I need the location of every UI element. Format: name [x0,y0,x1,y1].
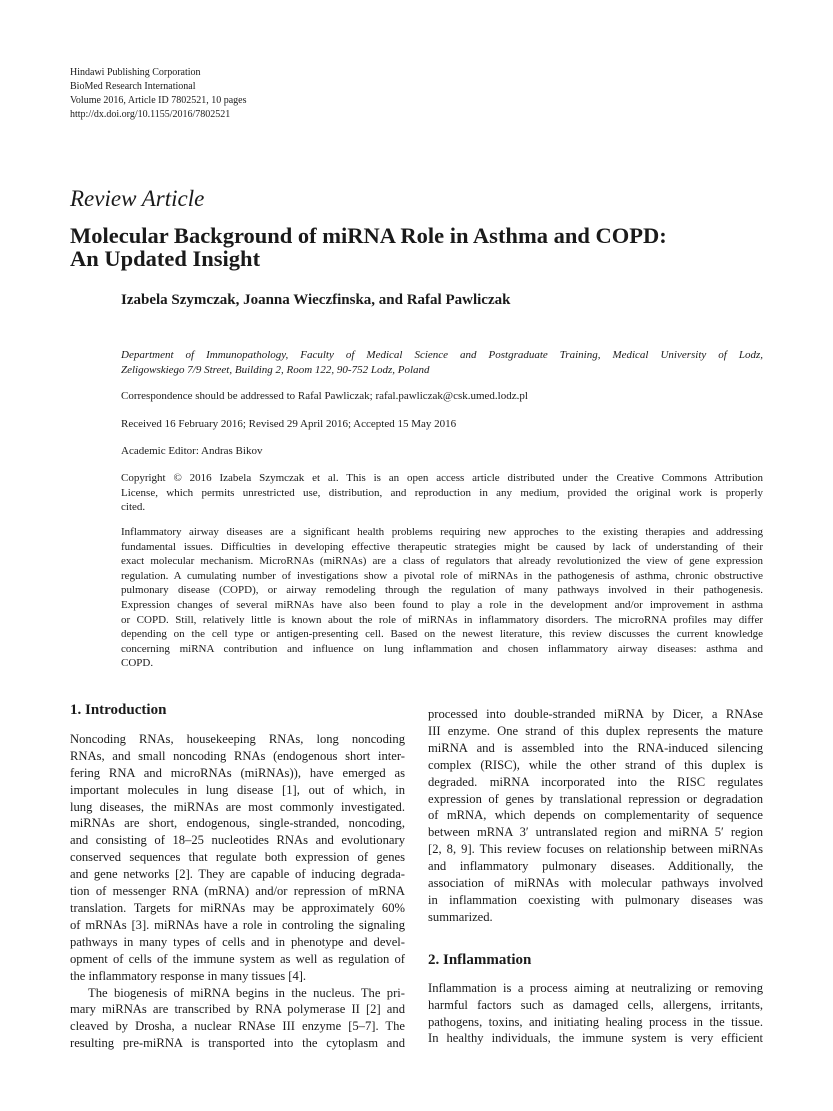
text-line: Inflammation is a process aiming at neutralizing or removing [428,980,763,995]
text-line: important molecules in lung disease [1], out of which, in [70,782,405,797]
text-line: degraded. miRNA incorporated into the RISC regulates [428,774,763,789]
text-line: translation. Targets for miRNAs may be approximately 60% [70,900,405,915]
article-type: Review Article [70,186,205,211]
journal-header [70,66,246,122]
text-line: tion of messenger RNA (mRNA) and/or repression of mRNA [70,884,405,899]
text-line: BioMed Research International [70,81,196,92]
paragraph [428,980,763,1048]
text-line: resulting pre-miRNA is transported into the cytoplasm and [70,1036,405,1051]
text-line: License, which permits unrestricted use, distribution, and reproduction in any medium, provided the original work is properly [121,486,763,499]
abstract [121,525,763,671]
text-line: fundamental issues. Difficulties in developing effective therapeutic strategies might be caused by lack of understanding of their [121,540,763,553]
text-line: of mRNA, which depends on complementarity of sequence [428,808,763,823]
title-line: Molecular Background of miRNA Role in Asthma and COPD: [70,223,667,248]
paragraph [70,731,405,985]
text-line: Expression changes of several miRNAs have also been found to play a role in the development and/or improvement in asthma [121,598,763,611]
text-line: Zeligowskiego 7/9 Street, Building 2, Room 122, 90-752 Lodz, Poland [121,363,430,376]
text-line: Hindawi Publishing Corporation [70,67,201,78]
academic-editor: Academic Editor: Andras Bikov [121,445,263,457]
text-line: depending on the cell type or antigen-presenting cell. Based on the newest literature, this review discusses the current knowledge [121,628,763,641]
correspondence: Correspondence should be addressed to Rafal Pawliczak; rafal.pawliczak@csk.umed.lodz.pl [121,390,528,402]
text-line: concerning miRNA contribution and influence on lung inflammation and chosen inflammatory airway diseases: asthma and [121,642,763,655]
text-line: and consisting of 18–25 nucleotides RNAs and evolutionary [70,833,405,848]
title-line: An Updated Insight [70,246,261,271]
text-line: exact molecular mechanism. MicroRNAs (miRNAs) are a class of regulators that already revolutionized the view of gene expression [121,555,763,568]
text-line: opment of cells of the immune system as well as regulation of [70,951,405,966]
text-line: In healthy individuals, the immune system is very efficient [428,1031,763,1046]
text-line: pathogens, toxins, and initiating healing process in the tissue. [428,1014,763,1029]
text-line: The biogenesis of miRNA begins in the nucleus. The pri- [88,985,405,1000]
text-line: or COPD. Still, relatively little is known about the role of miRNAs in inflammatory disorders. The microRNA profiles may differ [121,613,763,626]
text-line: Inflammatory airway diseases are a significant health problems requiring new approches to the existing therapies and addressing [121,526,763,538]
article-title [70,224,667,270]
text-line: RNAs, and small noncoding RNAs (endogenous short inter- [70,748,405,763]
copyright [121,471,763,515]
text-line: miRNA and is assembled into the RNA-induced silencing [428,740,763,755]
text-line: complex (RISC), while the other strand of this duplex is [428,757,763,772]
text-line: expression of genes by translational repression or degradation [428,791,763,806]
affiliation [121,348,763,377]
text-line: Volume 2016, Article ID 7802521, 10 pages [70,95,247,106]
text-line: Noncoding RNAs, housekeeping RNAs, long noncoding [70,731,405,746]
authors: Izabela Szymczak, Joanna Wieczfinska, and Rafal Pawliczak [121,292,511,308]
text-line: summarized. [428,909,493,924]
paragraph [70,985,405,1053]
text-line: conserved sequences that regulate both expression of genes [70,850,405,865]
text-line: and gene networks [2]. They are capable of inducing degrada- [70,867,405,882]
section-heading: 2. Inflammation [428,951,532,968]
text-line: lung diseases, the miRNAs are most commonly investigated. [70,799,405,814]
text-line: miRNAs are short, endogenous, single-stranded, noncoding, [70,816,405,831]
paragraph [428,706,763,926]
text-line: between mRNA 3′ untranslated region and miRNA 5′ region [428,825,763,840]
text-line: harmful factors such as damaged cells, allergens, irritants, [428,997,763,1012]
dates: Received 16 February 2016; Revised 29 April 2016; Accepted 15 May 2016 [121,418,457,430]
text-line: of mRNAs [3]. miRNAs have a role in controling the signaling [70,917,405,932]
text-line: mary miRNAs are transcribed by RNA polymerase II [2] and [70,1002,405,1017]
text-line: processed into double-stranded miRNA by Dicer, a RNAse [428,707,763,721]
text-line: cleaved by Drosha, a nuclear RNAse III enzyme [5–7]. The [70,1019,405,1034]
section-heading: 1. Introduction [70,702,167,718]
text-line: and inflammatory pulmonary diseases. Additionally, the [428,859,763,874]
text-line: [2, 8, 9]. This review focuses on relationship between miRNAs [428,842,763,857]
text-line: Department of Immunopathology, Faculty of Medical Science and Postgraduate Training, Medical University of Lodz, [121,349,763,361]
text-line: pulmonary disease (COPD), or airway remodeling through the regulation of many pathways involved in their pathogenesis. [121,584,763,597]
text-line: Copyright © 2016 Izabela Szymczak et al. This is an open access article distributed under the Creative Commons Attribution [121,472,763,484]
text-line: COPD. [121,657,154,670]
text-line: III enzyme. One strand of this duplex represents the mature [428,723,763,738]
text-line: in inflammation coexisting with pulmonary diseases was [428,892,763,907]
text-line: regulation. A cumulating number of investigations show a pivotal role of miRNAs in the pathogenesis of asthma, chronic obstructive [121,569,763,582]
text-line: pathways in many types of cells and in phenotype and devel- [70,934,405,949]
text-line: the inflammatory response in many tissues [4]. [70,968,307,983]
text-line: association of miRNAs with molecular pathways involved [428,876,763,891]
text-line: fering RNA and microRNAs (miRNAs)), have emerged as [70,765,405,780]
text-line: http://dx.doi.org/10.1155/2016/7802521 [70,109,231,120]
text-line: cited. [121,501,146,513]
